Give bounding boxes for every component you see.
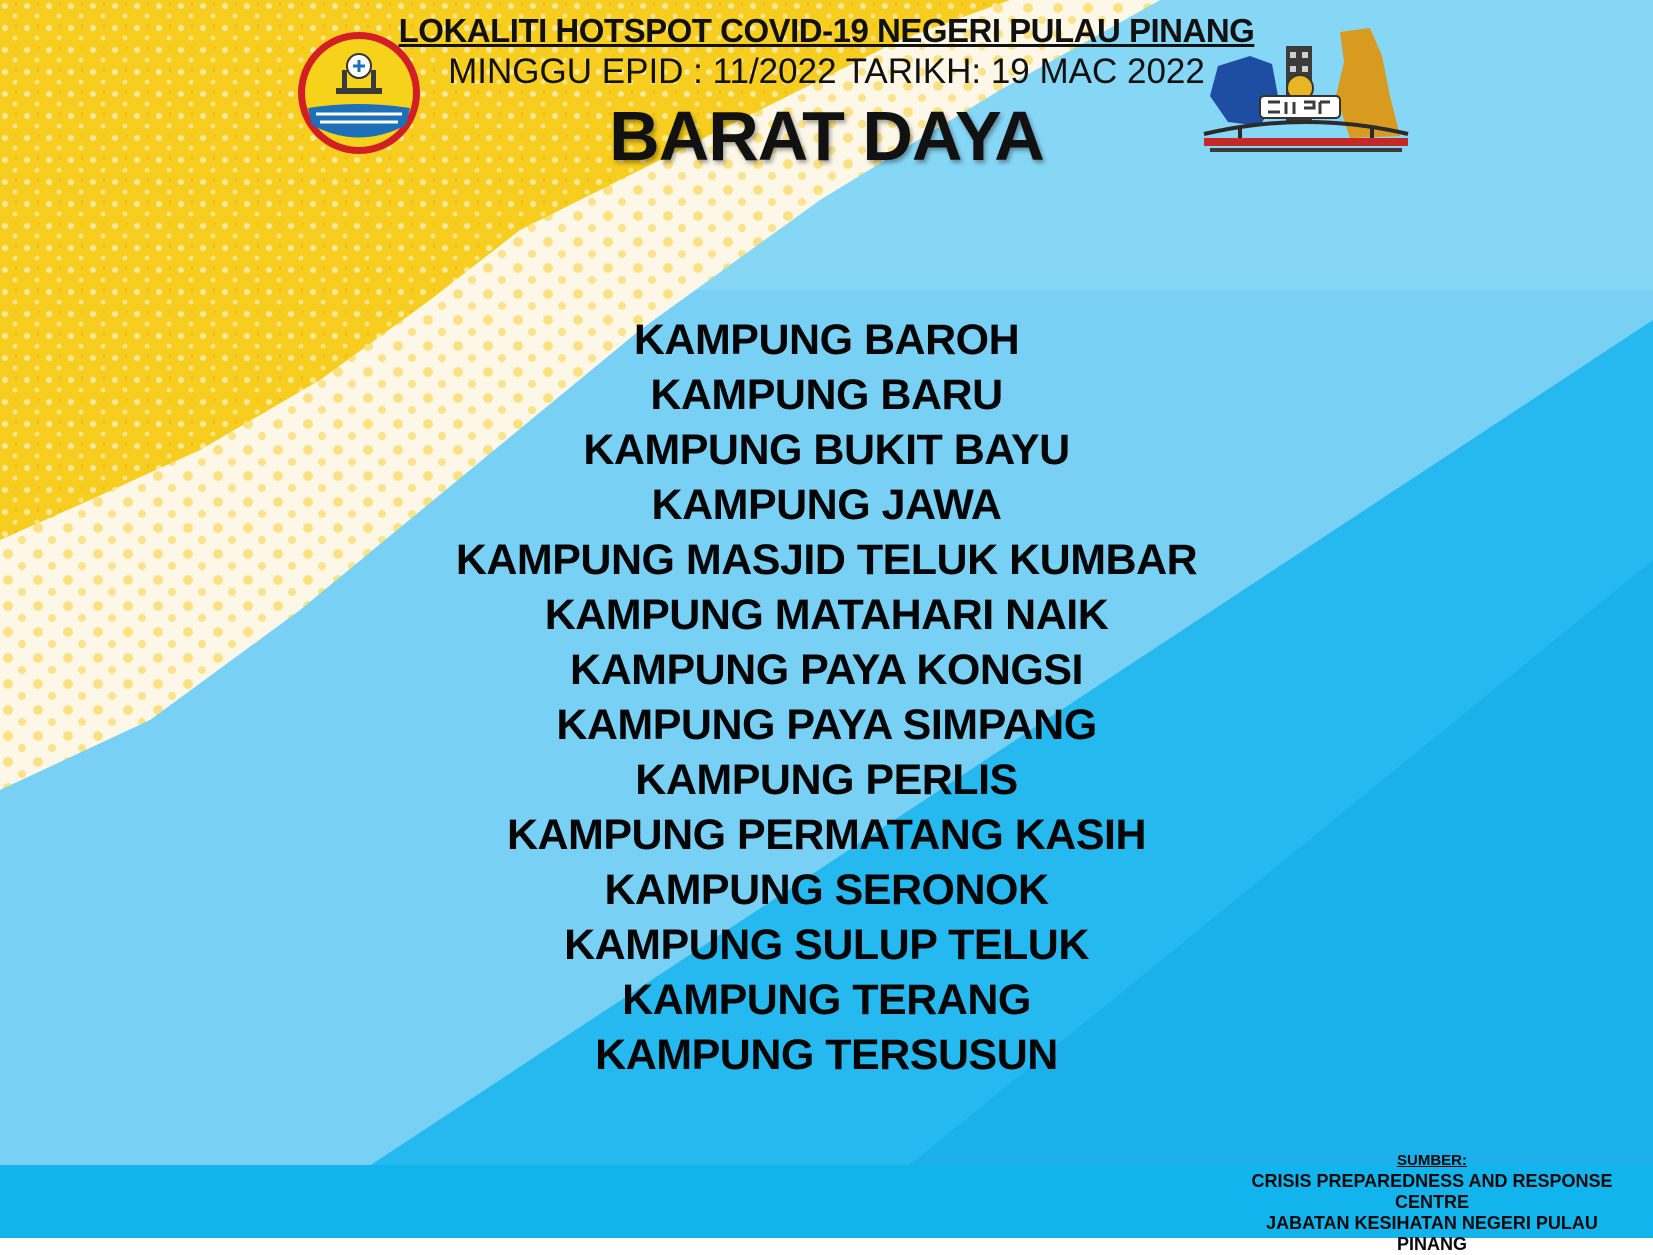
locality-item: KAMPUNG SULUP TELUK [564, 921, 1089, 969]
region-heading: BARAT DAYA [609, 97, 1044, 175]
source-line: JABATAN KESIHATAN NEGERI PULAU PINANG [1266, 1213, 1598, 1254]
source-credit [1232, 1150, 1632, 1255]
locality-item: KAMPUNG PERLIS [635, 756, 1018, 804]
poster-title: LOKALITI HOTSPOT COVID-19 NEGERI PULAU PINANG [398, 12, 1255, 49]
locality-item: KAMPUNG TERANG [622, 976, 1031, 1024]
locality-item: KAMPUNG PERMATANG KASIH [506, 811, 1147, 859]
locality-item: KAMPUNG TERSUSUN [595, 1031, 1058, 1079]
locality-item: KAMPUNG MATAHARI NAIK [544, 591, 1109, 639]
locality-item: KAMPUNG BAROH [633, 316, 1020, 364]
locality-item: KAMPUNG BARU [650, 371, 1003, 419]
source-label: SUMBER: [1397, 1152, 1467, 1169]
source-line: CRISIS PREPAREDNESS AND RESPONSE [1251, 1171, 1613, 1191]
epid-week-date: MINGGU EPID : 11/2022 TARIKH: 19 MAC 2022 [448, 52, 1205, 91]
source-line: CENTRE [1394, 1192, 1469, 1212]
locality-item: KAMPUNG MASJID TELUK KUMBAR [455, 536, 1198, 584]
locality-item: KAMPUNG PAYA KONGSI [570, 646, 1083, 694]
locality-item: KAMPUNG BUKIT BAYU [583, 426, 1070, 474]
locality-item: KAMPUNG JAWA [651, 481, 1002, 529]
locality-item: KAMPUNG PAYA SIMPANG [556, 701, 1097, 749]
hotspot-locality-list [0, 313, 1653, 1083]
locality-item: KAMPUNG SERONOK [604, 866, 1049, 914]
